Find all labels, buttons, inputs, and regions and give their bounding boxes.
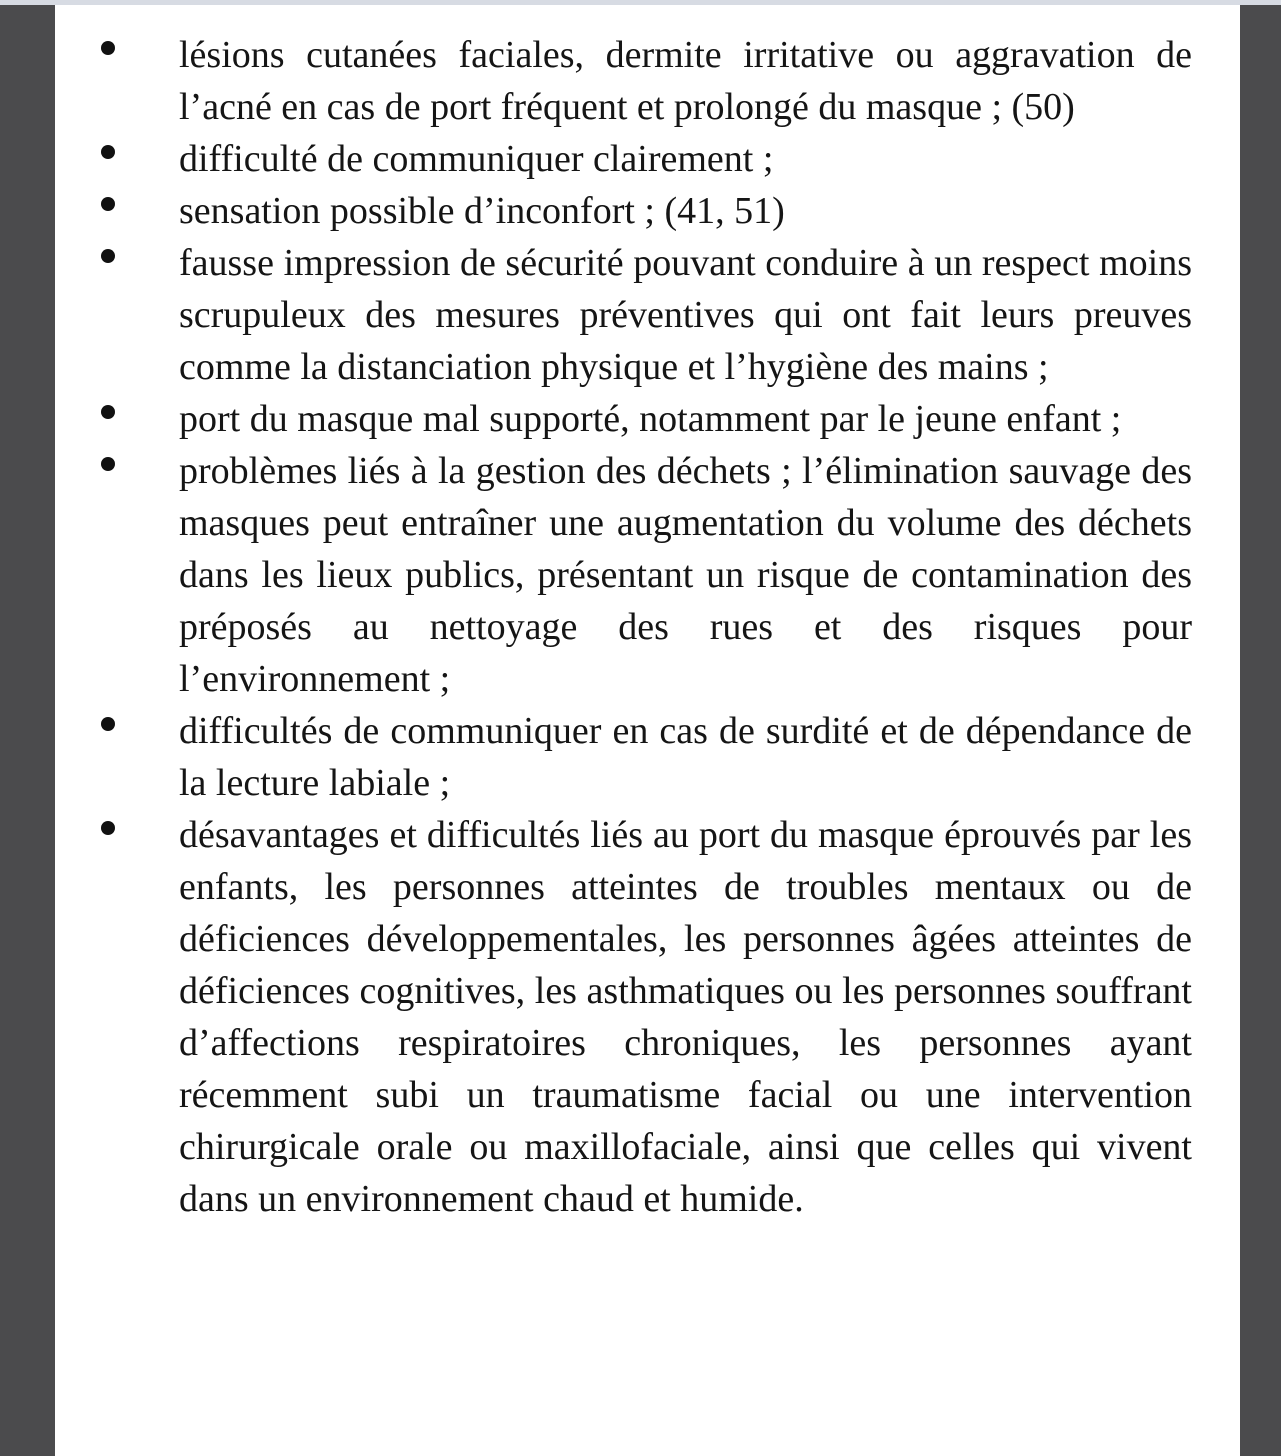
bullet-item-skin-lesions <box>55 29 1240 133</box>
bullet-text: port du masque mal supporté, notamment par le jeune enfant ; <box>179 398 1122 440</box>
document-page <box>55 5 1240 1456</box>
bullet-text: lésions cutanées faciales, dermite irritative ou aggravation de l’acné en cas de port fréquent et prolongé du masque ; (50) <box>179 34 1192 128</box>
bullet-text: fausse impression de sécurité pouvant conduire à un respect moins scrupuleux des mesures préventives qui ont fait leurs preuves comme la distanciation physique et l’hygiène des mains ; <box>179 242 1192 388</box>
bullet-item-deafness <box>55 705 1240 809</box>
bullet-icon <box>101 249 115 263</box>
bullet-item-communication <box>55 133 1240 185</box>
bullet-item-vulnerable-groups <box>55 809 1240 1225</box>
bullet-item-waste <box>55 445 1240 705</box>
bullet-list <box>55 29 1240 1225</box>
bullet-icon <box>101 197 115 211</box>
bullet-text: problèmes liés à la gestion des déchets ; l’élimination sauvage des masques peut entraîner une augmentation du volume des déchets dans les lieux publics, présentant un risque de contamination des préposés au nettoyage des rues et des risques pour l’environnement ; <box>179 450 1192 700</box>
bullet-item-false-security <box>55 237 1240 393</box>
bullet-text: difficulté de communiquer clairement ; <box>179 138 774 180</box>
bullet-item-discomfort <box>55 185 1240 237</box>
bullet-item-young-child <box>55 393 1240 445</box>
bullet-icon <box>101 145 115 159</box>
bullet-text: sensation possible d’inconfort ; (41, 51) <box>179 190 785 232</box>
bullet-icon <box>101 821 115 835</box>
viewer-right-gutter <box>1240 5 1281 1456</box>
bullet-icon <box>101 717 115 731</box>
bullet-text: difficultés de communiquer en cas de surdité et de dépendance de la lecture labiale ; <box>179 710 1192 804</box>
bullet-icon <box>101 457 115 471</box>
bullet-icon <box>101 41 115 55</box>
bullet-text: désavantages et difficultés liés au port du masque éprouvés par les enfants, les personnes atteintes de troubles mentaux ou de déficiences développementales, les personnes âgées atteintes de déficiences cognitives, les asthmatiques ou les personnes souffrant d’affections respiratoires chroniques, les personnes ayant récemment subi un traumatisme facial ou une intervention chirurgicale orale ou maxillofaciale, ainsi que celles qui vivent dans un environnement chaud et humide. <box>179 814 1192 1220</box>
viewer-left-gutter <box>0 5 55 1456</box>
bullet-icon <box>101 405 115 419</box>
